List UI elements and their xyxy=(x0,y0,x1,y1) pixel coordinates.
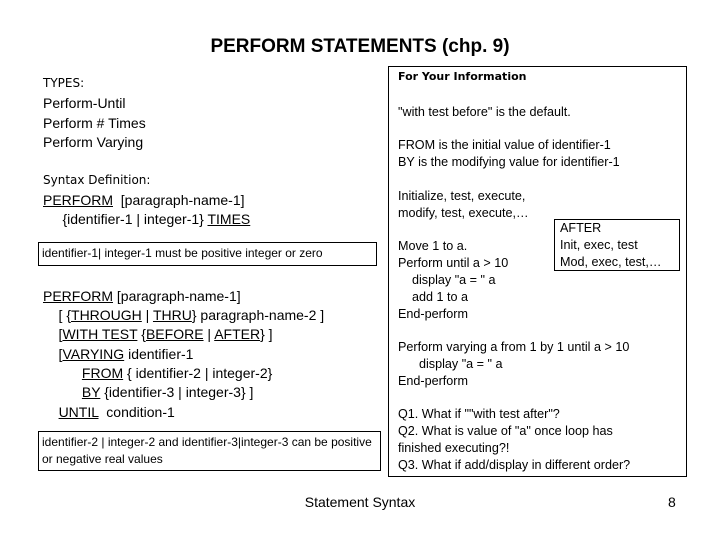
info-default: "with test before" is the default. xyxy=(398,105,571,119)
note-real-values: identifier-2 | integer-2 and identifier-3|integer-3 can be positive or negative real values xyxy=(38,431,381,471)
after-box: AFTER Init, exec, test Mod, exec, test,… xyxy=(554,219,680,271)
perform-line-5: FROM { identifier-2 | integer-2} xyxy=(81,365,273,381)
syntax-line-2: {identifier-1 | integer-1} TIMES xyxy=(43,211,251,227)
perform-line-6: BY {identifier-3 | integer-3} ] xyxy=(81,384,254,400)
example-varying: Perform varying a from 1 by 1 until a > 10 xyxy=(398,340,630,354)
type-perform-varying: Perform Varying xyxy=(43,134,144,150)
perform-line-1: PERFORM [paragraph-name-1] xyxy=(43,288,241,304)
example-varying-end: End-perform xyxy=(398,374,468,388)
example-display: display "a = " a xyxy=(398,273,496,287)
perform-line-7: UNTIL condition-1 xyxy=(58,404,175,420)
info-from: FROM is the initial value of identifier-1 xyxy=(398,138,611,152)
info-init-1: Initialize, test, execute, xyxy=(398,189,526,203)
example-varying-display: display "a = " a xyxy=(398,357,503,371)
syntax-heading: Syntax Definition: xyxy=(43,173,151,187)
perform-line-3: [WITH TEST {BEFORE | AFTER} ] xyxy=(43,326,273,342)
example-add: add 1 to a xyxy=(398,290,469,304)
question-1: Q1. What if ""with test after"? xyxy=(398,407,560,421)
question-2: Q2. What is value of "a" once loop has xyxy=(398,424,613,438)
info-panel xyxy=(388,66,687,477)
keyword-perform: PERFORM xyxy=(43,192,113,208)
question-3: Q3. What if add/display in different order? xyxy=(398,458,631,472)
footer-text: Statement Syntax xyxy=(304,494,416,510)
info-heading: For Your Information xyxy=(398,70,527,83)
type-perform-times: Perform # Times xyxy=(43,115,146,131)
info-init-2: modify, test, execute,… xyxy=(398,206,529,220)
page-number: 8 xyxy=(668,494,676,510)
slide-title: PERFORM STATEMENTS (chp. 9) xyxy=(210,36,510,57)
syntax-line-1: PERFORM [paragraph-name-1] xyxy=(43,192,245,208)
example-perform-until: Perform until a > 10 xyxy=(398,256,509,270)
types-heading: TYPES: xyxy=(43,76,85,90)
example-move: Move 1 to a. xyxy=(398,239,468,253)
keyword-times: TIMES xyxy=(207,211,251,227)
note-positive-integer: identifier-1| integer-1 must be positive integer or zero xyxy=(38,242,377,266)
info-by: BY is the modifying value for identifier-1 xyxy=(398,155,620,169)
perform-line-2: [ {THROUGH | THRU} paragraph-name-2 ] xyxy=(43,307,325,323)
example-end-perform: End-perform xyxy=(398,307,468,321)
type-perform-until: Perform-Until xyxy=(43,95,126,111)
question-2-cont: finished executing?! xyxy=(398,441,510,455)
perform-line-4: [VARYING identifier-1 xyxy=(43,346,194,362)
